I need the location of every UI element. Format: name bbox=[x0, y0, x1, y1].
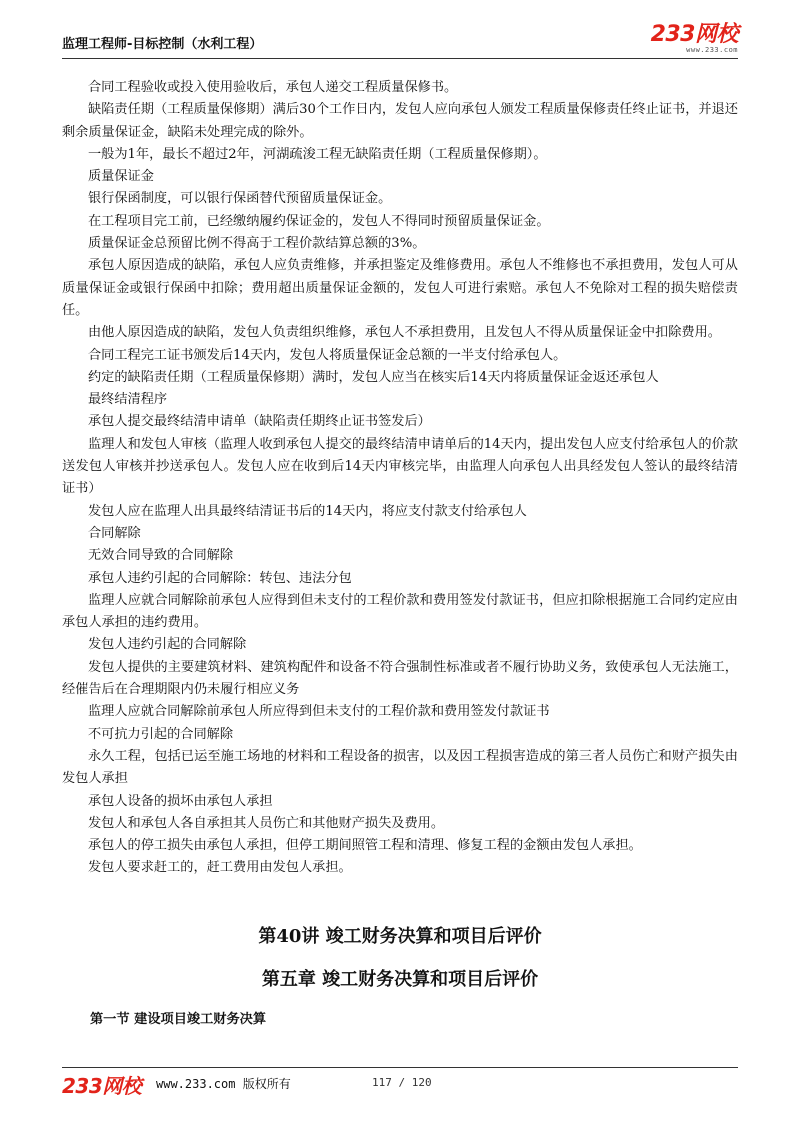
paragraph: 缺陷责任期（工程质量保修期）满后30个工作日内，发包人应向承包人颁发工程质量保修责任终止证书，并退还剩余质量保证金，缺陷未处理完成的除外。 bbox=[62, 102, 738, 140]
paragraph: 承包人违约引起的合同解除：转包、违法分包 bbox=[88, 570, 352, 586]
paragraph: 发包人要求赶工的，赶工费用由发包人承担。 bbox=[88, 860, 352, 876]
paragraph: 质量保证金总预留比例不得高于工程价款结算总额的3%。 bbox=[88, 236, 426, 252]
paragraph: 监理人应就合同解除前承包人应得到但未支付的工程价款和费用签发付款证书，但应扣除根据施工合同约定应由承包人承担的违约费用。 bbox=[62, 592, 738, 631]
copyright-text: www.233.com 版权所有 bbox=[156, 1077, 291, 1091]
paragraph: 发包人应在监理人出具最终结清证书后的14天内，将应支付款支付给承包人 bbox=[88, 503, 527, 519]
header-divider bbox=[62, 58, 738, 59]
paragraph: 合同工程验收或投入使用验收后，承包人递交工程质量保修书。 bbox=[88, 80, 458, 95]
paragraph: 监理人和发包人审核（监理人收到承包人提交的最终结清申请单后的14天内，提出发包人应支付给承包人的价款送发包人审核并抄送承包人。发包人应在收到后14天内审核完毕，由监理人向承包人出具经发包人签认的最终结清证书） bbox=[62, 436, 738, 497]
section-heading: 第一节 建设项目竣工财务决算 bbox=[90, 1012, 267, 1027]
page-footer bbox=[62, 1070, 738, 1096]
document-title: 监理工程师-目标控制（水利工程） bbox=[62, 37, 263, 52]
paragraph: 合同解除 bbox=[88, 525, 141, 541]
page-header bbox=[62, 24, 738, 58]
paragraph: 不可抗力引起的合同解除 bbox=[88, 726, 234, 742]
paragraph: 在工程项目完工前，已经缴纳履约保证金的，发包人不得同时预留质量保证金。 bbox=[88, 213, 550, 229]
chapter-heading: 第五章 竣工财务决算和项目后评价 bbox=[261, 969, 539, 990]
brand-logo bbox=[651, 24, 738, 54]
document-body bbox=[62, 77, 738, 880]
paragraph: 最终结清程序 bbox=[88, 392, 168, 408]
paragraph: 银行保函制度，可以银行保函替代预留质量保证金。 bbox=[88, 191, 392, 207]
paragraph: 约定的缺陷责任期（工程质量保修期）满时，发包人应当在核实后14天内将质量保证金返还承包人 bbox=[88, 369, 659, 385]
logo-text: 233网校 bbox=[650, 22, 738, 47]
paragraph: 承包人原因造成的缺陷，承包人应负责维修，并承担鉴定及维修费用。承包人不维修也不承担费用，发包人可从质量保证金或银行保函中扣除；费用超出质量保证金额的，发包人可进行索赔。承包人不免除对工程的损失赔偿责任。 bbox=[62, 258, 738, 318]
paragraph: 永久工程，包括已运至施工场地的材料和工程设备的损害，以及因工程损害造成的第三者人员伤亡和财产损失由发包人承担 bbox=[62, 748, 738, 787]
paragraph: 发包人违约引起的合同解除 bbox=[88, 637, 247, 653]
lecture-heading: 第40讲 竣工财务决算和项目后评价 bbox=[258, 926, 542, 947]
paragraph: 发包人和承包人各自承担其人员伤亡和其他财产损失及费用。 bbox=[88, 815, 445, 831]
paragraph: 监理人应就合同解除前承包人所应得到但未支付的工程价款和费用签发付款证书 bbox=[88, 704, 550, 720]
paragraph: 承包人设备的损坏由承包人承担 bbox=[88, 793, 273, 809]
paragraph: 合同工程完工证书颁发后14天内，发包人将质量保证金总额的一半支付给承包人。 bbox=[88, 347, 567, 363]
paragraph: 由他人原因造成的缺陷，发包人负责组织维修，承包人不承担费用，且发包人不得从质量保证金中扣除费用。 bbox=[88, 325, 721, 341]
paragraph: 承包人的停工损失由承包人承担，但停工期间照管工程和清理、修复工程的金额由发包人承担。 bbox=[88, 838, 642, 854]
paragraph: 一般为1年，最长不超过2年，河湖疏浚工程无缺陷责任期（工程质量保修期）。 bbox=[88, 146, 547, 162]
paragraph: 无效合同导致的合同解除 bbox=[88, 548, 234, 564]
paragraph: 质量保证金 bbox=[88, 169, 154, 185]
footer-logo: 233网校 bbox=[62, 1074, 142, 1098]
paragraph: 发包人提供的主要建筑材料、建筑构配件和设备不符合强制性标准或者不履行协助义务，致使承包人无法施工，经催告后在合理期限内仍未履行相应义务 bbox=[62, 659, 738, 698]
paragraph: 承包人提交最终结清申请单（缺陷责任期终止证书签发后） bbox=[88, 414, 431, 430]
page-indicator: 117 / 120 bbox=[372, 1076, 432, 1089]
footer-divider bbox=[62, 1067, 738, 1068]
logo-site: www.233.com bbox=[686, 46, 738, 54]
